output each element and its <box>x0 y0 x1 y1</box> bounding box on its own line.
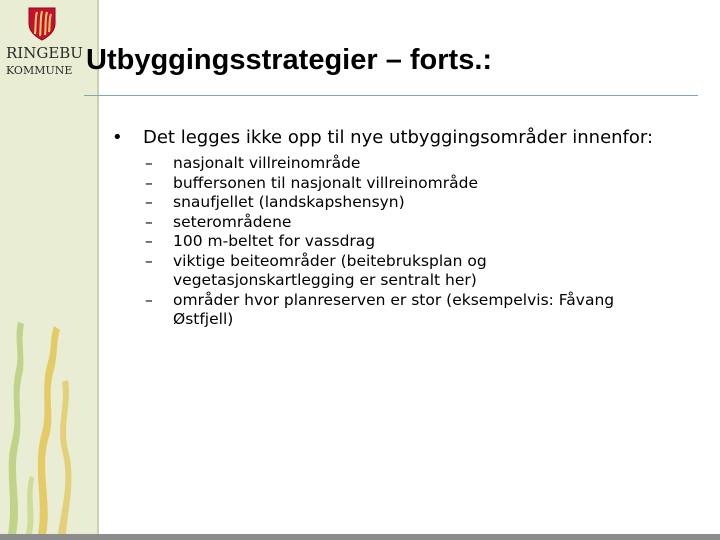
sidebar-decoration <box>0 0 99 534</box>
list-item-text: områder hvor planreserven er stor (eksempelvis: Fåvang Østfjell) <box>173 290 615 328</box>
dash-marker: – <box>145 232 153 250</box>
list-item-text: nasjonalt villreinområde <box>173 154 361 172</box>
list-item-text: snaufjellet (landskapshensyn) <box>173 193 405 211</box>
list-item-text: 100 m-beltet for vassdrag <box>173 232 376 250</box>
main-bullet <box>112 127 672 149</box>
list-item-text: buffersonen til nasjonalt villreinområde <box>173 173 478 192</box>
list-item <box>112 193 672 213</box>
list-item <box>112 174 672 194</box>
municipality-logo <box>6 6 90 86</box>
list-item-text: viktige beiteområder (beitebruksplan og vegetasjonskartlegging er sentralt her) <box>173 251 487 289</box>
shield-icon <box>27 6 57 42</box>
title-divider <box>84 95 698 96</box>
logo-name-line2: KOMMUNE <box>6 64 73 77</box>
dash-marker: – <box>145 173 153 192</box>
list-item <box>112 291 672 330</box>
logo-name-line1: RINGEBU <box>6 44 83 62</box>
list-item <box>112 252 672 291</box>
list-item <box>112 154 672 174</box>
list-item <box>112 213 672 233</box>
footer-bar <box>0 534 720 540</box>
bullet-marker: • <box>112 127 123 148</box>
dash-marker: – <box>145 290 153 309</box>
dash-marker: – <box>145 212 153 231</box>
sub-bullet-list <box>112 154 672 330</box>
decorative-plants <box>0 300 97 534</box>
list-item-text: seterområdene <box>173 212 292 231</box>
slide-title: Utbyggingsstrategier – forts.: <box>86 44 493 76</box>
slide-body <box>112 127 672 330</box>
list-item <box>112 232 672 252</box>
dash-marker: – <box>145 251 153 270</box>
dash-marker: – <box>145 154 153 172</box>
main-bullet-text: Det legges ikke opp til nye utbyggingsområder innenfor: <box>143 127 654 148</box>
dash-marker: – <box>145 193 153 211</box>
